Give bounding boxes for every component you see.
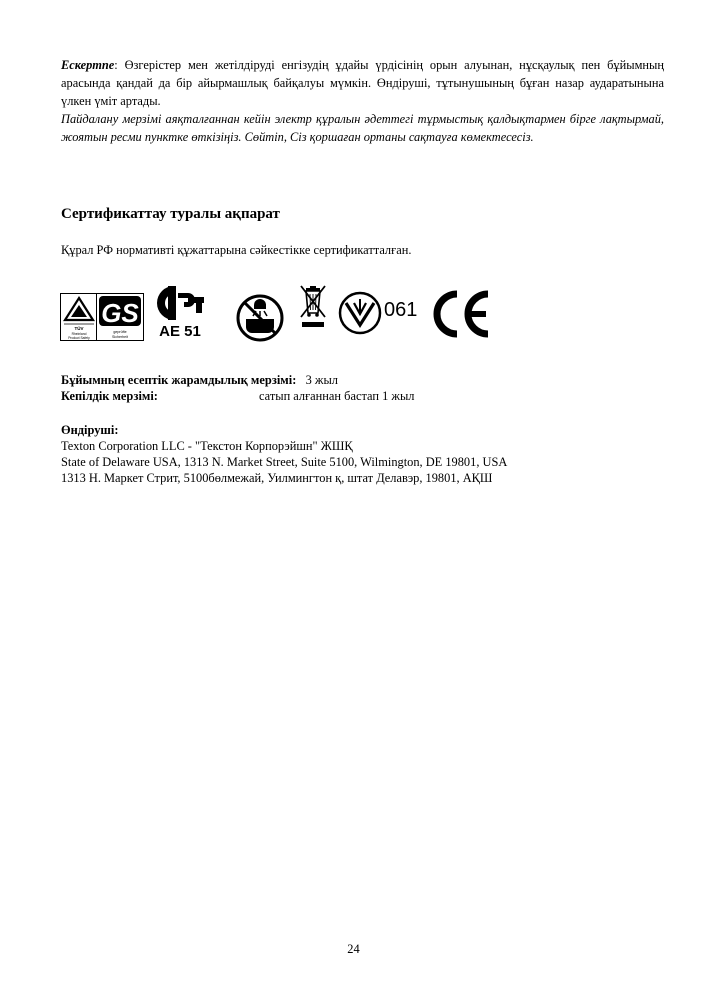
disposal-paragraph: Пайдалану мерзімі аяқталғаннан кейін электр құралын әдеттегі тұрмыстық қалдықтармен бірге лақтырмай, жоятын ресми пунктке өткізіңіз. Сөйтіп, Сіз қоршаған ортаны сақтауға көмектесесіз. [61, 112, 664, 144]
ua-trident-icon [336, 289, 384, 337]
certification-text: Құрал РФ нормативті құжаттарына сәйкестікке сертификатталған. [61, 243, 412, 257]
crossed-bin-icon [298, 283, 328, 329]
manufacturer-line-3: 1313 Н. Маркет Стрит, 5100бөлмежай, Уилмингтон қ, штат Делавэр, 19801, АҚШ [61, 471, 493, 485]
note-text: : Өзгерістер мен жетілдіруді енгізудің ұдайы үрдісінің орын алуынан, нұсқаулық пен бұйымның арасында қандай да бір айырмашлық байқалуы мүмкін. Өндіруші, тұтынушының бұған назар аударатынына үлкен үміт артады. [61, 58, 664, 108]
ua-code-label: 061 [384, 299, 418, 321]
service-life-row [61, 372, 338, 388]
note-label: Ескертпе [61, 58, 115, 72]
svg-text:GS: GS [101, 298, 139, 328]
certification-heading: Сертификаттау туралы ақпарат [61, 206, 280, 222]
svg-text:Rheinland: Rheinland [71, 332, 87, 336]
warranty-value: сатып алғаннан бастап 1 жыл [259, 389, 415, 403]
gs-mark-icon [96, 293, 144, 341]
svg-text:TÜV: TÜV [74, 326, 84, 331]
svg-text:geprüfte: geprüfte [113, 330, 127, 334]
warranty-label: Кепілдік мерзімі: [61, 389, 158, 403]
service-life-value: 3 жыл [305, 373, 338, 387]
certification-logos [60, 283, 500, 343]
page-number: 24 [347, 942, 360, 956]
svg-text:AE 51: AE 51 [159, 323, 201, 339]
manufacturer-line-1: Texton Corporation LLC - "Текстон Корпорэйшн" ЖШҚ [61, 439, 353, 453]
manufacturer-line-2: State of Delaware USA, 1313 N. Market Street, Suite 5100, Wilmington, DE 19801, USA [61, 455, 508, 469]
warranty-row [61, 388, 581, 404]
svg-text:Product Safety: Product Safety [68, 336, 90, 340]
ce-mark-icon [430, 289, 492, 339]
no-water-icon [234, 293, 286, 343]
pct-mark-icon [154, 283, 208, 339]
svg-text:Sicherheit: Sicherheit [112, 335, 128, 339]
tuv-triangle-icon [60, 293, 98, 341]
service-life-label: Бұйымның есептік жарамдылық мерзімі: [61, 373, 297, 387]
manufacturer-heading: Өндіруші: [61, 423, 119, 437]
note-paragraph [61, 56, 664, 110]
